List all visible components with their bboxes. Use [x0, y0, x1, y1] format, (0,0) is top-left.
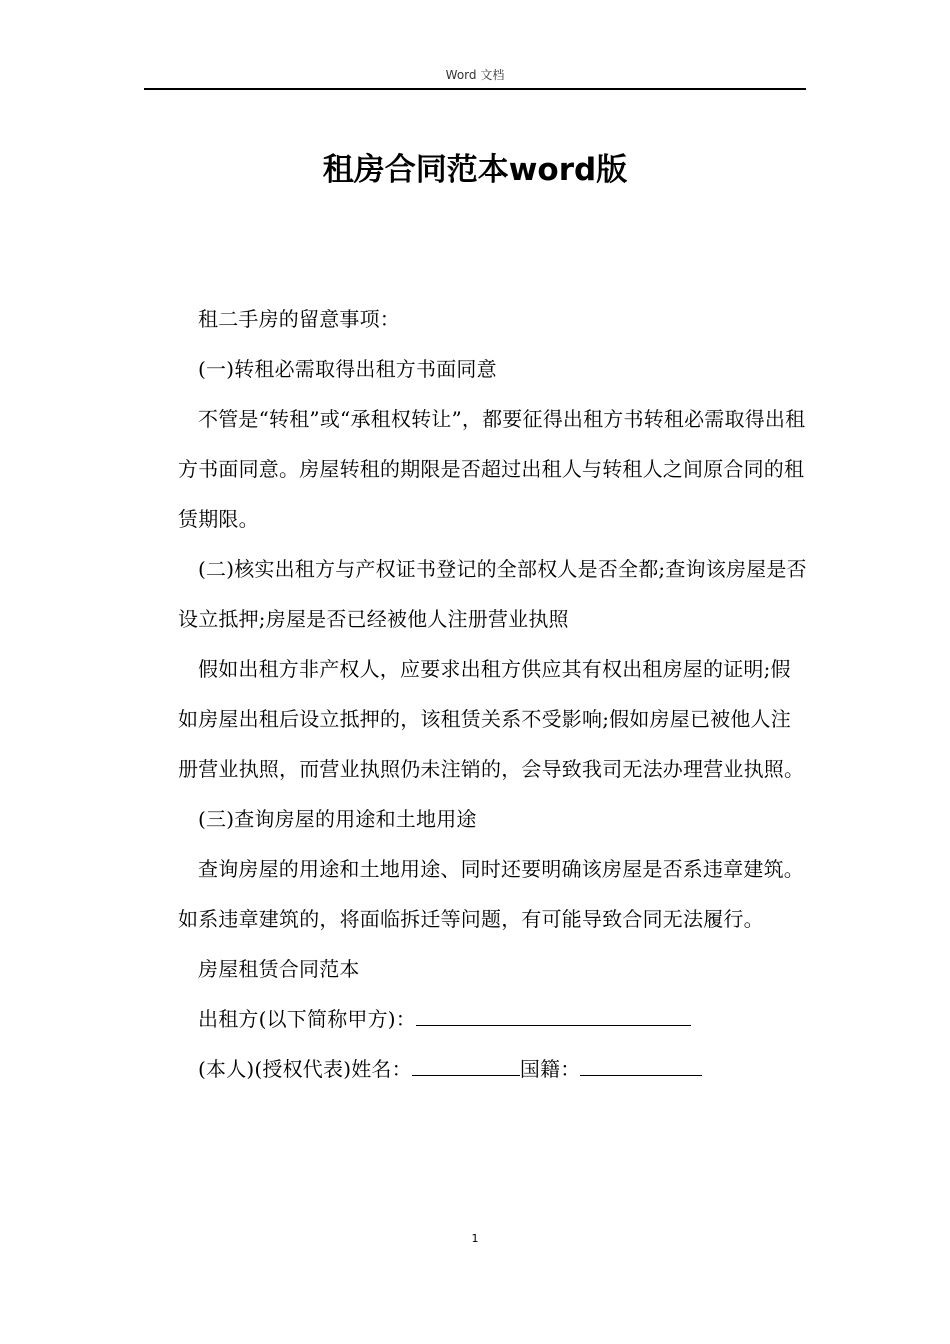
paragraph-section-2-body: 假如出租方非产权人，应要求出租方供应其有权出租房屋的证明;假如房屋出租后设立抵押的，该租赁关系不受影响;假如房屋已被他人注册营业执照，而营业执照仍未注销的，会导致我司无法办理营业执照。: [178, 657, 805, 781]
document-title: 租房合同范本word版: [322, 152, 628, 188]
page-number: 1: [471, 1232, 479, 1245]
lessor-label: 出租方(以下简称甲方)：: [198, 1007, 417, 1031]
paragraph-section-3-heading: (三)查询房屋的用途和土地用途: [198, 807, 477, 831]
page-header: [144, 62, 806, 90]
lessor-blank: [416, 1007, 691, 1026]
nationality-label: 国籍：: [519, 1057, 581, 1081]
header-text: Word 文档: [445, 68, 505, 82]
paragraph-section-1-heading: (一)转租必需取得出租方书面同意: [198, 357, 497, 381]
paragraph-section-3-body: 查询房屋的用途和土地用途、同时还要明确该房屋是否系违章建筑。如系违章建筑的，将面临拆迁等问题，有可能导致合同无法履行。: [178, 857, 804, 931]
document-body: [178, 294, 808, 1094]
paragraph-section-1-body: 不管是“转租”或“承租权转让”，都要征得出租方书转租必需取得出租方书面同意。房屋转租的期限是否超过出租人与转租人之间原合同的租赁期限。: [178, 407, 806, 531]
name-blank: [412, 1057, 520, 1076]
name-label: (本人)(授权代表)姓名：: [198, 1057, 412, 1081]
paragraph-notes-heading: 租二手房的留意事项：: [198, 307, 400, 331]
paragraph-section-2-heading: (二)核实出租方与产权证书登记的全部权人是否全都;查询该房屋是否设立抵押;房屋是否已经被他人注册营业执照: [178, 557, 807, 631]
paragraph-contract-title: 房屋租赁合同范本: [198, 957, 360, 981]
form-line-lessor: [178, 994, 808, 1044]
nationality-blank: [580, 1057, 702, 1076]
form-line-name: [178, 1044, 808, 1094]
